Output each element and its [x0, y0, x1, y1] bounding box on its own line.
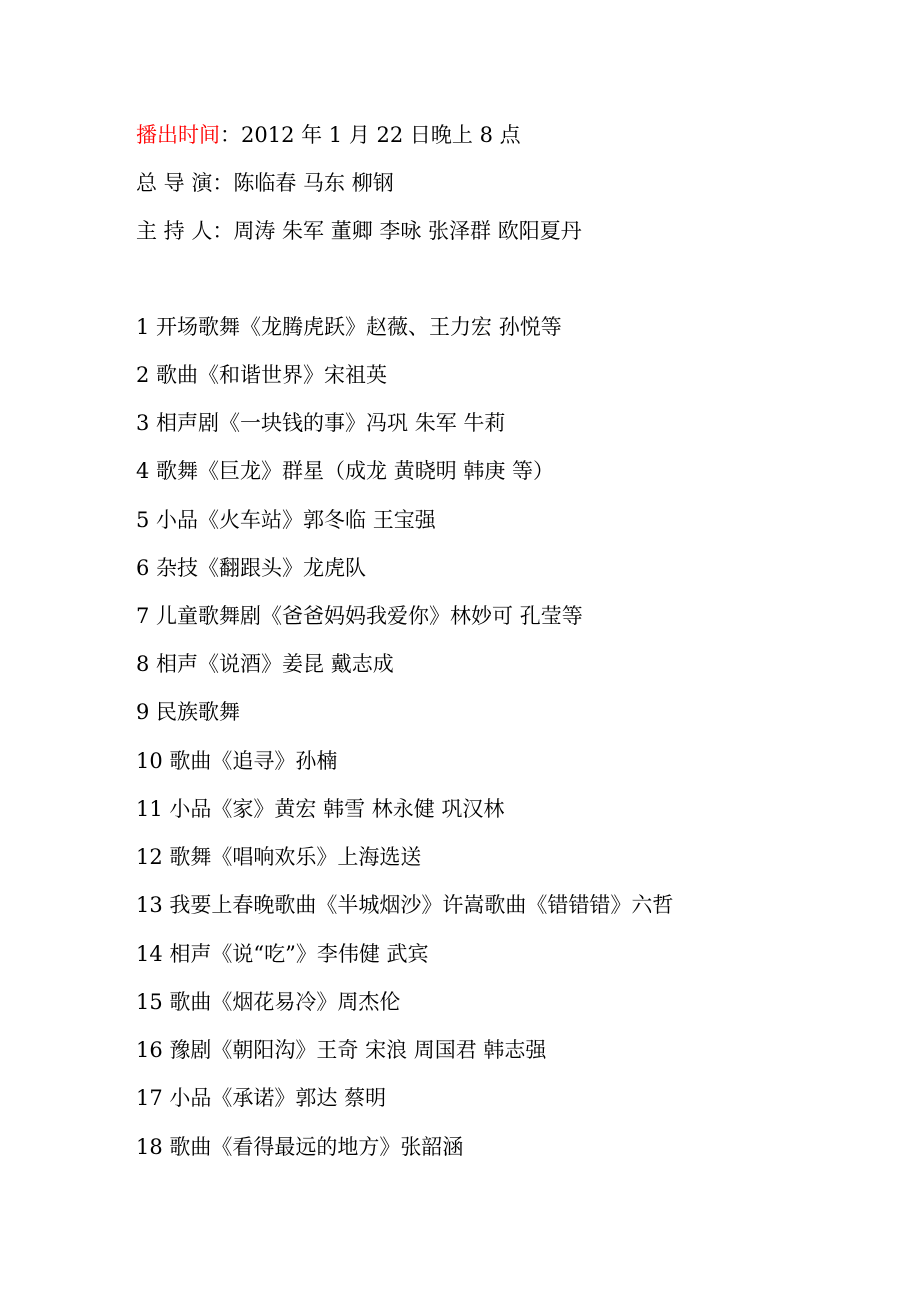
program-item: 13 我要上春晚歌曲《半城烟沙》许嵩歌曲《错错错》六哲	[136, 893, 674, 917]
host-value: ：周涛 朱军 董卿 李咏 张泽群 欧阳夏丹	[212, 219, 582, 243]
director-line	[136, 169, 394, 197]
program-item: 8 相声《说酒》姜昆 戴志成	[136, 652, 394, 676]
broadcast-time-label: 播出时间	[136, 123, 220, 147]
host-label: 主 持 人	[136, 219, 213, 243]
program-item: 1 开场歌舞《龙腾虎跃》赵薇、王力宏 孙悦等	[136, 315, 562, 339]
director-value: ：陈临春 马东 柳钢	[212, 171, 394, 195]
program-item: 10 歌曲《追寻》孙楠	[136, 749, 338, 773]
program-item: 15 歌曲《烟花易冷》周杰伦	[136, 990, 401, 1014]
director-label: 总 导 演	[136, 171, 213, 195]
program-item: 2 歌曲《和谐世界》宋祖英	[136, 363, 388, 387]
program-item: 16 豫剧《朝阳沟》王奇 宋浪 周国君 韩志强	[136, 1038, 547, 1062]
program-item: 5 小品《火车站》郭冬临 王宝强	[136, 508, 436, 532]
broadcast-time-value: ：2012 年 1 月 22 日晚上 8 点	[220, 123, 521, 147]
program-item: 3 相声剧《一块钱的事》冯巩 朱军 牛莉	[136, 411, 506, 435]
program-item: 12 歌舞《唱响欢乐》上海选送	[136, 845, 422, 869]
program-item: 7 儿童歌舞剧《爸爸妈妈我爱你》林妙可 孔莹等	[136, 604, 583, 628]
program-item: 17 小品《承诺》郭达 蔡明	[136, 1086, 387, 1110]
broadcast-time-line	[136, 121, 521, 149]
program-item: 14 相声《说“吃”》李伟健 武宾	[136, 942, 429, 966]
program-item: 11 小品《家》黄宏 韩雪 林永健 巩汉林	[136, 797, 505, 821]
program-item: 4 歌舞《巨龙》群星（成龙 黄晓明 韩庚 等）	[136, 459, 555, 483]
host-line	[136, 217, 582, 245]
program-item: 18 歌曲《看得最远的地方》张韶涵	[136, 1135, 464, 1159]
program-item: 9 民族歌舞	[136, 700, 241, 724]
program-item: 6 杂技《翻跟头》龙虎队	[136, 556, 367, 580]
